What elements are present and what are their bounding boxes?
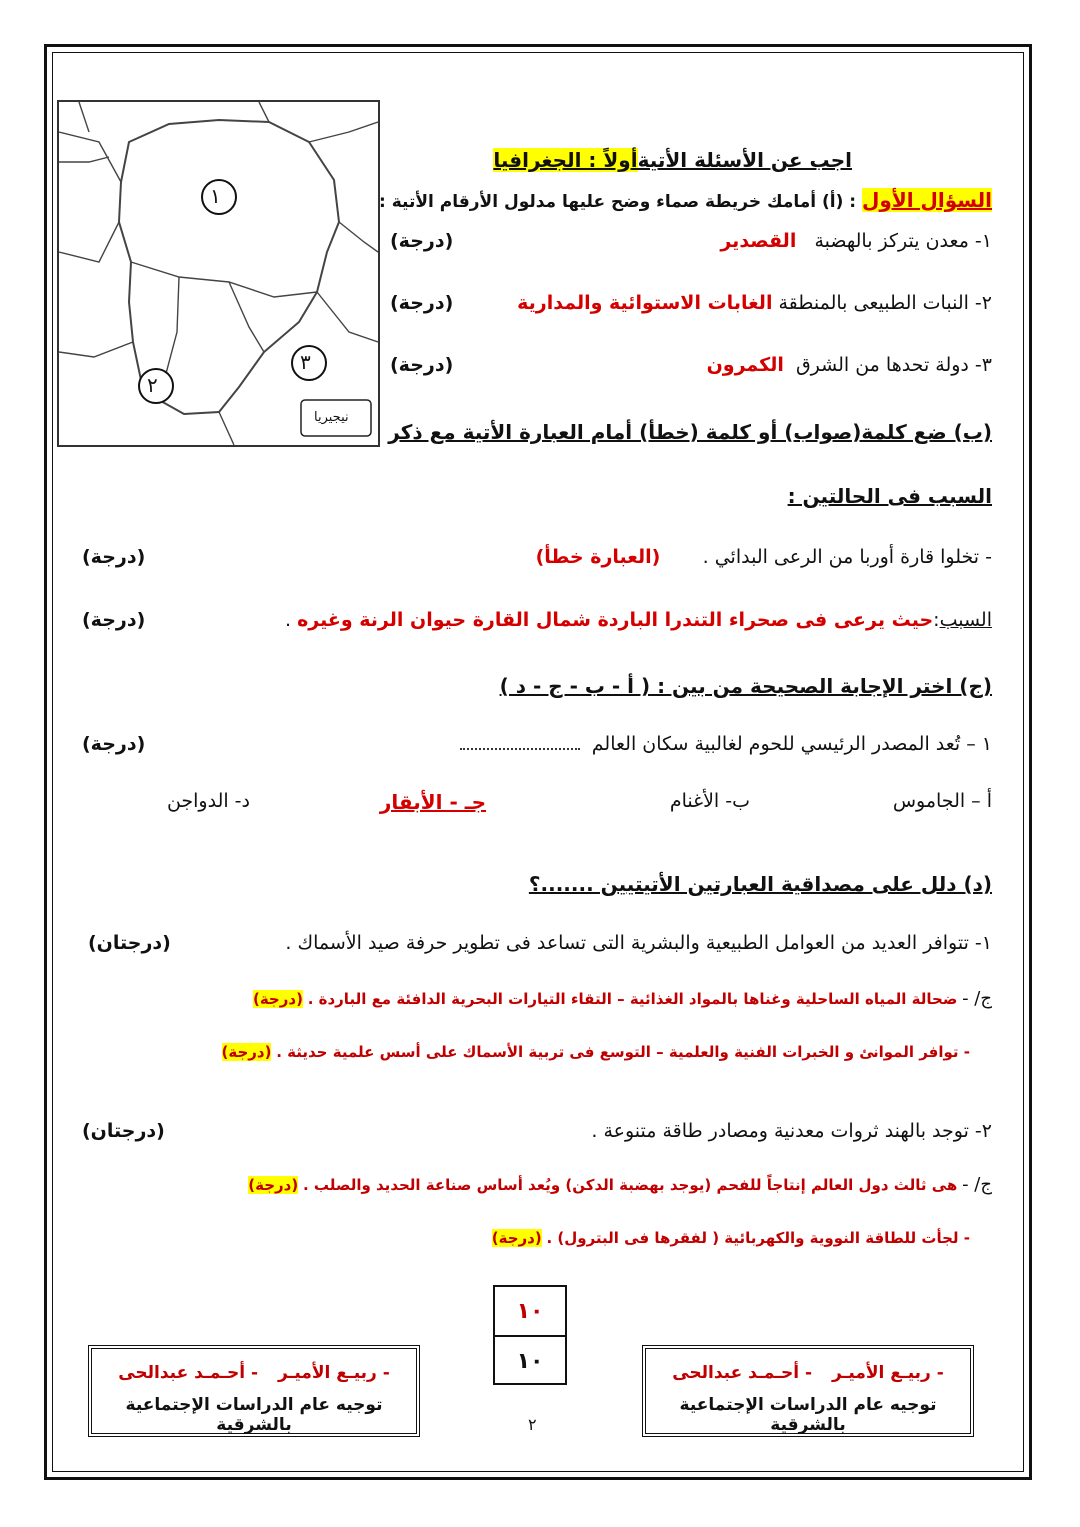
signature-name-2: - أحـمـد عبدالحى (672, 1363, 813, 1383)
part-d-question-1: ١- تتوافر العديد من العوامل الطبيعية والبشرية التى تساعد فى تطوير حرفة صيد الأسماك . (285, 932, 992, 954)
map-label-1: ١ (210, 184, 221, 208)
score-top: ١٠ (495, 1287, 565, 1337)
answer-tin: القصدير (720, 230, 797, 252)
part-b-reason-mark: (درجة) (82, 609, 146, 631)
map-legend-label: نيجيريا (314, 410, 349, 425)
option-b: ب- الأغنام (669, 790, 750, 812)
part-d-1-answer-1: ج/ - ضحالة المياه الساحلية وغناها بالمواد الغذائية – التقاء التيارات البحرية الدافئة مع الباردة . (درجة) (252, 988, 992, 1009)
answer-mark-badge: (درجة) (491, 1229, 542, 1247)
signature-name-1: - ربيـع الأميـر (278, 1363, 390, 1383)
score-box (493, 1285, 567, 1385)
answer-forests: الغابات الاستوائية والمدارية (517, 292, 773, 314)
page-number: ٢ (528, 1415, 537, 1434)
signature-name-2: - أحـمـد عبدالحى (118, 1363, 259, 1383)
part-b-statement: - تخلوا قارة أوربا من الرعى البدائي . (العبارة خطأ) (535, 546, 992, 568)
answer-blank (460, 736, 580, 750)
answer-cameroon: الكمرون (706, 354, 784, 376)
part-a-item-2-mark: (درجة) (390, 292, 454, 314)
answer-mark-badge: (درجة) (221, 1043, 272, 1061)
part-d-question-1-mark: (درجتان) (88, 932, 171, 954)
question-1-title: السؤال الأول (862, 188, 992, 212)
part-a-item-3: ٣- دولة تحدها من الشرق الكمرون (706, 354, 992, 376)
part-c-question: ١ – تُعد المصدر الرئيسي للحوم لغالبية سكان العالم (460, 733, 992, 756)
map-label-2: ٢ (147, 373, 158, 397)
part-d-1-answer-2: - توافر الموانئ و الخبرات الفنية والعلمية – التوسع فى تربية الأسماك على أسس علمية حديثة . (درجة) (221, 1043, 970, 1061)
option-d: د- الدواجن (166, 790, 250, 812)
option-c-correct: جـ - الأبقار (379, 790, 486, 814)
question-1-heading: السؤال الأول : (أ) أمامك خريطة صماء وضح عليها مدلول الأرقام الأتية : (379, 188, 992, 212)
part-c-mark: (درجة) (82, 733, 146, 755)
exam-instruction: اجب عن الأسئلة الأتيةأولاً : الجغرافيا (493, 148, 852, 172)
map-label-3: ٣ (300, 350, 311, 374)
answer-false: (العبارة خطأ) (535, 546, 661, 568)
part-a-item-2: ٢- النبات الطبيعى بالمنطقة الغابات الاستوائية والمدارية (517, 292, 992, 314)
part-d-question-2: ٢- توجد بالهند ثروات معدنية ومصادر طاقة متنوعة . (591, 1120, 992, 1142)
nigeria-blank-map (57, 100, 380, 447)
signature-box-left (88, 1345, 420, 1437)
signature-org: توجيه عام الدراسات الإجتماعية بالشرقية (125, 1395, 383, 1435)
reason-text: حيث يرعى فى صحراء التندرا الباردة شمال القارة حيوان الرنة وغيره (297, 609, 934, 631)
part-a-intro: (أ) أمامك خريطة صماء وضح عليها مدلول الأرقام الأتية : (379, 192, 844, 212)
part-a-item-3-mark: (درجة) (390, 354, 454, 376)
score-bottom: ١٠ (516, 1348, 544, 1374)
part-b-statement-mark: (درجة) (82, 546, 146, 568)
map-outline-icon (59, 102, 378, 445)
part-a-item-1: ١- معدن يتركز بالهضبة القصدير (720, 230, 992, 252)
answer-mark-badge: (درجة) (248, 1176, 299, 1194)
reason-label: السبب (939, 609, 992, 631)
part-b-title-line-2: السبب فى الحالتين : (787, 484, 992, 508)
section-title: أولاً : الجغرافيا (493, 148, 638, 172)
signature-name-1: - ربيـع الأميـر (832, 1363, 944, 1383)
option-a: أ – الجاموس (892, 790, 992, 812)
signature-box-right (642, 1345, 974, 1437)
part-a-item-1-mark: (درجة) (390, 230, 454, 252)
answer-mark-badge: (درجة) (252, 990, 303, 1008)
part-d-title: (د) دلل على مصداقية العبارتين الأتيتيين .......؟ (528, 872, 992, 896)
signature-org: توجيه عام الدراسات الإجتماعية بالشرقية (679, 1395, 937, 1435)
part-d-2-answer-1: ج/ - هى ثالث دول العالم إنتاجاً للفحم (يوجد بهضبة الدكن) ويُعد أساس صناعة الحديد والصلب . (درجة) (248, 1174, 992, 1195)
part-c-title: (ج) اختر الإجابة الصحيحة من بين : ( أ - ب - ج - د ) (499, 674, 992, 698)
part-d-2-answer-2: - لجأت للطاقة النووية والكهربائية ( لفقرها فى البترول) . (درجة) (491, 1229, 970, 1247)
part-b-title-line-1: (ب) ضع كلمة(صواب) أو كلمة (خطأ) أمام العبارة الأتية مع ذكر (388, 420, 992, 444)
part-b-reason: السبب:حيث يرعى فى صحراء التندرا الباردة شمال القارة حيوان الرنة وغيره . (284, 609, 992, 631)
part-d-question-2-mark: (درجتان) (82, 1120, 165, 1142)
